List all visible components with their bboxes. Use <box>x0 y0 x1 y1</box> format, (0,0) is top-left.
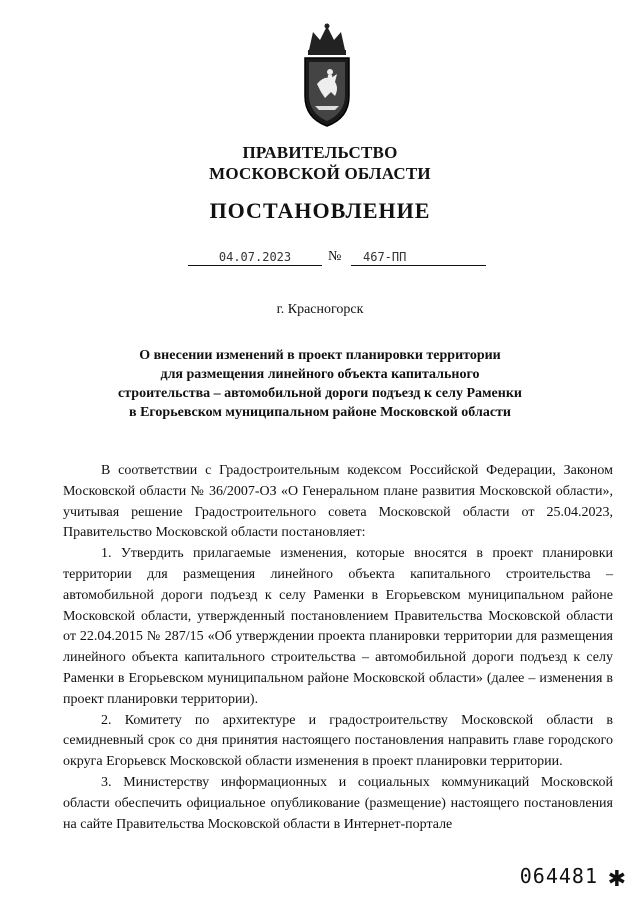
document-title <box>60 346 580 422</box>
star-mark: ✱ <box>607 866 626 891</box>
paragraph-1: 1. Утвердить прилагаемые изменения, которые вносятся в проект планировки территории для размещения линейного объекта капитального строительства – автомобильной дороги подъезд к селу Раменки в Егорьевском муниципальном районе Московской области, утвержденный постановлением Правительства Московской области от 22.04.2015 № 287/15 «Об утверждении проекта планировки территории для размещения линейного объекта капитального строительства – автомобильной дороги подъезд к селу Раменки в Егорьевском муниципальном районе Московской области» (далее – изменения в проект планировки территории). <box>63 546 613 707</box>
government-name <box>0 142 640 184</box>
government-line-1: ПРАВИТЕЛЬСТВО <box>242 143 398 162</box>
document-number: 467-ПП <box>351 250 486 266</box>
date-number-line <box>188 250 488 270</box>
government-line-2: МОСКОВСКОЙ ОБЛАСТИ <box>209 164 431 183</box>
coat-of-arms-emblem <box>295 22 359 130</box>
paragraph-preamble: В соответствии с Градостроительным кодексом Российской Федерации, Законом Московской области № 36/2007-ОЗ «О Генеральном плане развития Московской области», учитывая решение Градостроительного совета Московской области от 25.04.2023, Правительство Московской области постановляет: <box>63 463 613 541</box>
paragraph-3: 3. Министерству информационных и социальных коммуникаций Московской области обеспечить официальное опубликование (размещение) настоящего постановления на сайте Правительства Московской области в Интернет-портале <box>63 774 613 832</box>
serial-number: 064481 <box>519 864 598 888</box>
city: г. Красногорск <box>276 302 364 317</box>
document-body <box>63 461 613 835</box>
number-sign: № <box>328 249 342 264</box>
title-line: строительства – автомобильной дороги подъезд к селу Раменки <box>118 386 522 401</box>
title-line: для размещения линейного объекта капитального <box>160 367 480 382</box>
title-line: О внесении изменений в проект планировки территории <box>139 348 501 363</box>
document-type: ПОСТАНОВЛЕНИЕ <box>209 198 431 223</box>
title-line: в Егорьевском муниципальном районе Московской области <box>129 405 511 420</box>
document-date: 04.07.2023 <box>188 250 322 266</box>
paragraph-2: 2. Комитету по архитектуре и градостроительству Московской области в семидневный срок со дня принятия настоящего постановления направить главе городского округа Егорьевск Московской области изменения в проект планировки территории. <box>63 712 613 770</box>
